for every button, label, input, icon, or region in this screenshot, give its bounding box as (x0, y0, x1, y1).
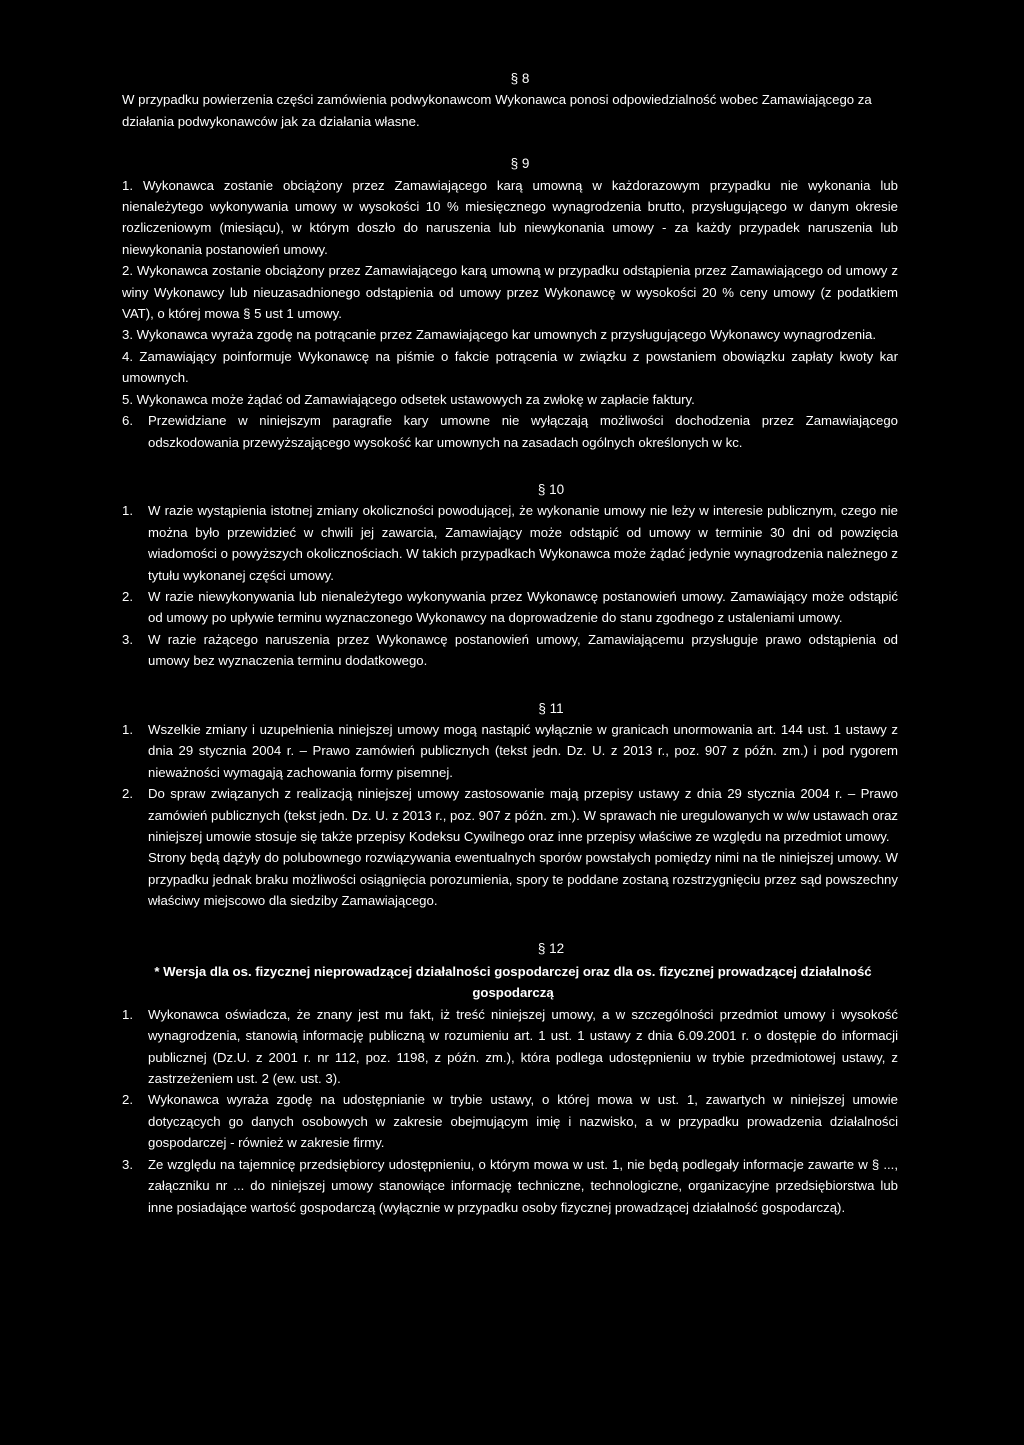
list-item (122, 175, 898, 261)
item-number: 4. (122, 348, 133, 364)
list-item (122, 260, 898, 324)
item-text: Wykonawca wyraża zgodę na udostępnianie w trybie ustawy, o której mowa w ust. 1, zawartych w niniejszej umowie dotyczących go danych osobowych w zakresie obejmującym imię i nazwisko, a w przypadku prowadzenia działalności gospodarczej - również w zakresie firmy. (148, 1092, 898, 1151)
list-item (122, 1004, 898, 1090)
section-9-heading: § 9 (510, 156, 530, 172)
section-11-list (122, 719, 898, 847)
list-item (122, 324, 898, 345)
section-11-closing-text: Strony będą dążyły do polubownego rozwiązywania ewentualnych sporów powstałych pomiędzy nimi na tle niniejszej umowy. W przypadku jednak braku możliwości osiągnięcia porozumienia, spory te poddane zostaną rozstrzygnięciu przez sąd powszechny właściwy miejscowo dla siedziby Zamawiającego. (148, 850, 898, 909)
section-12-subtitle: * Wersja dla os. fizycznej nieprowadzącej działalności gospodarczej oraz dla os. fizycznej prowadzącej działalność gospodarczą (154, 964, 872, 1001)
item-text: W razie rażącego naruszenia przez Wykonawcę postanowień umowy, Zamawiającemu przysługuje prawo odstąpienia od umowy bez wyznaczenia terminu dodatkowego. (148, 631, 898, 669)
document-page (122, 68, 898, 1218)
item-number: 5. (122, 391, 133, 407)
item-number: 2. (122, 1092, 133, 1108)
list-item (122, 1089, 898, 1153)
item-number: 1. (122, 721, 133, 737)
item-text: W razie niewykonywania lub nienależytego wykonywania przez Wykonawcę postanowień umowy. Zamawiający może odstąpić od umowy po upływie terminu wyznaczonego Wykonawcy na doprowadzenie do stanu zgodnego z ustaleniami umowy. (148, 588, 898, 626)
section-10-heading: § 10 (537, 481, 565, 497)
item-number: 3. (122, 327, 133, 343)
section-12-list (122, 1004, 898, 1218)
section-9-list (122, 175, 898, 453)
item-text: Wykonawca zostanie obciążony przez Zamawiającego karą umowną w przypadku odstąpienia przez Zamawiającego od umowy z winy Wykonawcy lub nieuzasadnionego odstąpienia od umowy przez Wykonawcę w wysokości 20 % ceny umowy (z podatkiem VAT), o której mowa § 5 ust 1 umowy. (122, 263, 898, 322)
item-text: Ze względu na tajemnicę przedsiębiorcy udostępnieniu, o którym mowa w ust. 1, nie będą podlegały informacje zawarte w § ..., załączniku nr ... do niniejszej umowy stanowiące informację techniczne, technologiczne, organizacyjne przedsiębiorstwa lub inne posiadające wartość gospodarczą (wyłącznie w przypadku osoby fizycznej prowadzącej działalność gospodarczą). (148, 1156, 898, 1215)
list-item (122, 783, 898, 847)
section-10-list (122, 500, 898, 671)
item-text: Wykonawca zostanie obciążony przez Zamawiającego karą umowną w każdorazowym przypadku nie wykonania lub nienależytego wykonywania umowy w wysokości 10 % miesięcznego wynagrodzenia brutto, przysługującego w danym okresie rozliczeniowym (miesiącu), w którym doszło do naruszenia lub niewykonania umowy - za każdy przypadek naruszenia lub niewykonania postanowień umowy. (122, 177, 898, 257)
section-8-heading: § 8 (510, 71, 530, 86)
list-item (122, 1154, 898, 1218)
item-number: 3. (122, 631, 133, 647)
item-number: 3. (122, 1156, 133, 1172)
item-text: Wszelkie zmiany i uzupełnienia niniejszej umowy mogą nastąpić wyłącznie w granicach unormowania art. 144 ust. 1 ustawy z dnia 29 stycznia 2004 r. – Prawo zamówień publicznych (tekst jedn. Dz. U. z 2013 r., poz. 907 z późn. zm.) i pod rygorem nieważności wymagają zachowania formy pisemnej. (148, 721, 898, 780)
item-number: 6. (122, 413, 133, 429)
item-number: 2. (122, 786, 133, 802)
item-number: 2. (122, 588, 133, 604)
section-12-heading: § 12 (537, 940, 565, 956)
section-11-heading: § 11 (538, 700, 564, 716)
list-item (122, 389, 898, 410)
list-item (122, 719, 898, 783)
list-item (122, 629, 898, 672)
item-text: Zamawiający poinformuje Wykonawcę na piśmie o fakcie potrącenia w związku z powstaniem obowiązku zapłaty kwoty kar umownych. (122, 348, 898, 386)
list-item (122, 586, 898, 629)
section-8-text: W przypadku powierzenia części zamówienia podwykonawcom Wykonawca ponosi odpowiedzialność wobec Zamawiającego za działania podwykonawców jak za działania własne. (122, 92, 872, 129)
item-number: 2. (122, 263, 133, 279)
item-text: W razie wystąpienia istotnej zmiany okoliczności powodującej, że wykonanie umowy nie leży w interesie publicznym, czego nie można było przewidzieć w chwili jej zawarcia, Zamawiający może odstąpić od umowy w terminie 30 dni od powzięcia wiadomości o powyższych okolicznościach. W takich przypadkach Wykonawca może żądać jedynie wynagrodzenia należnego z tytułu wykonanej części umowy. (148, 503, 898, 583)
item-number: 1. (122, 177, 133, 193)
item-text: Przewidziane w niniejszym paragrafie kary umowne nie wyłączają możliwości dochodzenia przez Zamawiającego odszkodowania przewyższającego wysokość kar umownych na zasadach ogólnych określonych w kc. (148, 413, 898, 450)
item-number: 1. (122, 1006, 133, 1022)
list-item (122, 410, 898, 453)
list-item (122, 500, 898, 586)
list-item (122, 346, 898, 389)
item-text: Wykonawca wyraża zgodę na potrącanie przez Zamawiającego kar umownych z przysługującego Wykonawcy wynagrodzenia. (136, 327, 877, 343)
item-text: Wykonawca oświadcza, że znany jest mu fakt, iż treść niniejszej umowy, a w szczególności przedmiot umowy i wysokość wynagrodzenia, stanowią informację publiczną w rozumieniu art. 1 ust. 1 ustawy z dnia 6.09.2001 r. o dostępie do informacji publicznej (Dz.U. z 2001 r. nr 112, poz. 1198, z późn. zm.), która podlega udostępnieniu w trybie przedmiotowej ustawy, z zastrzeżeniem ust. 2 (ew. ust. 3). (148, 1006, 898, 1087)
item-text: Do spraw związanych z realizacją niniejszej umowy zastosowanie mają przepisy ustawy z dnia 29 stycznia 2004 r. – Prawo zamówień publicznych (tekst jedn. Dz. U. z 2013 r., poz. 907 z późn. zm.). W sprawach nie uregulowanych w w/w ustawach oraz niniejszej umowie stosuje się także przepisy Kodeksu Cywilnego oraz inne przepisy właściwe ze względu na przedmiot umowy. (148, 786, 898, 844)
item-text: Wykonawca może żądać od Zamawiającego odsetek ustawowych za zwłokę w zapłacie faktury. (136, 391, 695, 407)
item-number: 1. (122, 503, 133, 519)
